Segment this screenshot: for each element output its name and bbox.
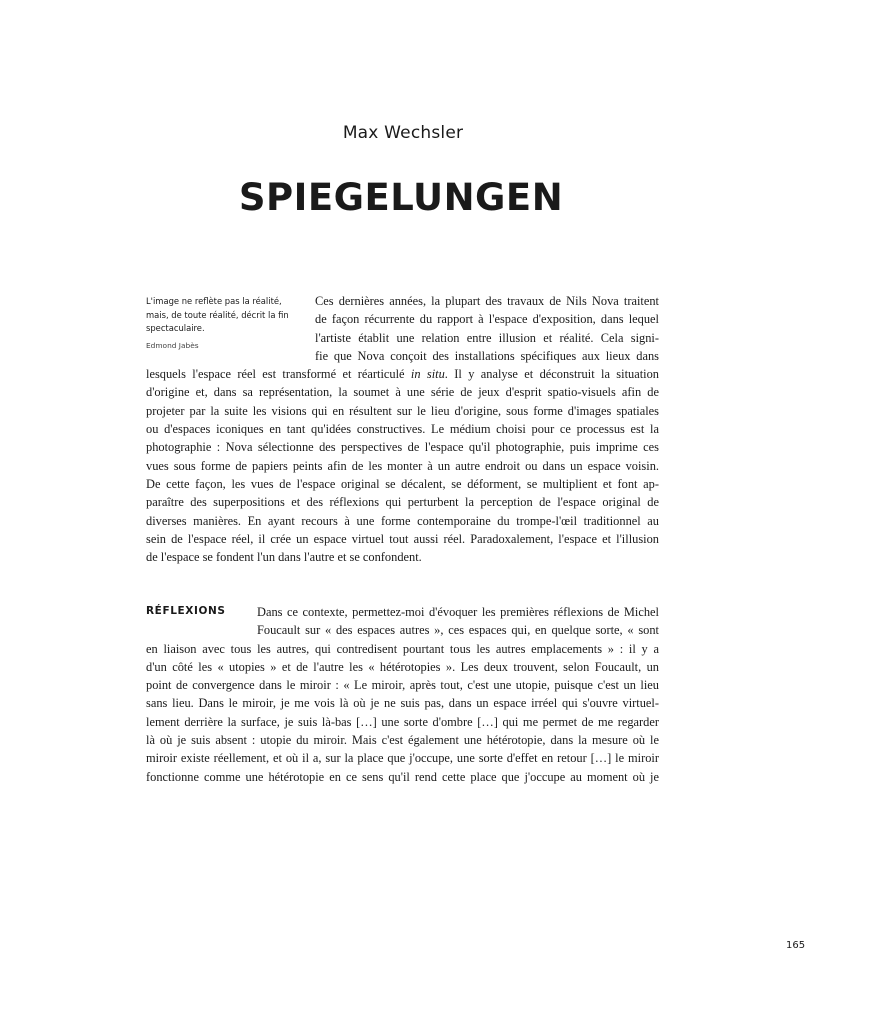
text-line: photographie : Nova sélectionne des perspectives de l'espace qu'il photographie, puis imprime ces — [146, 440, 659, 455]
text-line: De cette façon, les vues de l'espace original se décalent, se déforment, se multiplient et font ap- — [146, 476, 659, 491]
text-line: de l'espace se fondent l'un dans l'autre et se confondent. — [146, 550, 422, 565]
text-line: Dans ce contexte, permettez-moi d'évoquer les premières réflexions de Michel — [257, 605, 659, 619]
text-line: là où je suis absent : utopie du miroir. Mais c'est également une hétérotopie, dans la mesure où le — [146, 733, 659, 748]
text-line: Ces dernières années, la plupart des travaux de Nils Nova traitent — [315, 294, 659, 308]
text-line: fie que Nova conçoit des installations spécifiques aux lieux dans — [315, 348, 659, 363]
text-line: sein de l'espace réel, il crée un espace virtuel tout aussi réel. Paradoxalement, l'espace et l'illusion — [146, 531, 659, 546]
epigraph-line: mais, de toute réalité, décrit la fin — [146, 309, 289, 320]
text-line: de façon récurrente du rapport à l'espace d'exposition, dans lequel — [315, 312, 659, 327]
text-line: projeter par la suite les visions qui en résultent sur le lieu d'origine, sous forme d'images spatiales — [146, 403, 659, 418]
text-line: point de convergence dans le miroir : « Le miroir, après tout, c'est une utopie, puisque c'est un lieu — [146, 678, 659, 693]
text-line: Foucault sur « des espaces autres », ces espaces qui, en quelque sorte, « sont — [257, 623, 659, 638]
author-name: Max Wechsler — [342, 123, 464, 143]
text-line: fonctionne comme une hétérotopie en ce sens qu'il rend cette place que j'occupe au moment où je — [146, 769, 659, 784]
article-title: SPIEGELUNGEN — [238, 176, 564, 219]
text-line: lement derrière la surface, je suis là-bas […] une sorte d'ombre […] qui me permet de me regarder — [146, 714, 659, 729]
epigraph-line: L'image ne reflète pas la réalité, — [146, 296, 282, 306]
text-line: l'artiste établit une relation entre illusion et réalité. Cela signi- — [315, 330, 659, 345]
text-line: en liaison avec tous les autres, qui contredisent pourtant tous les autres emplacements » : il y a — [146, 641, 659, 656]
text-line: d'un côté les « utopies » et de l'autre les « hétérotopies ». Les deux trouvent, selon Foucault, un — [146, 659, 659, 674]
paragraph-intro — [146, 292, 659, 566]
text-line: diverses manières. En ayant recours à une forme contemporaine du trompe-l'œil traditionnel au — [146, 513, 659, 528]
text-line: d'origine et, dans sa représentation, la soumet à une série de jeux d'esprit spatio-visuels afin de — [146, 385, 659, 400]
text-line: sans lieu. Dans le miroir, je me vois là où je ne suis pas, dans un espace irréel qui s'ouvre virtuel- — [146, 696, 659, 711]
text-line: vues sous forme de papiers peints afin de les monter à un autre endroit ou dans un espace voisin. — [146, 458, 659, 473]
epigraph-author: Edmond Jabès — [146, 340, 199, 350]
paragraph-reflexions — [146, 603, 659, 786]
text-segment: . Il y analyse et déconstruit la situation — [444, 367, 659, 382]
italic-term: in situ — [410, 367, 445, 382]
section-heading: RÉFLEXIONS — [146, 605, 226, 617]
text-line — [146, 365, 659, 383]
page-number: 165 — [786, 940, 806, 951]
text-line: ou d'espaces iconiques en tant qu'idées constructives. Le médium choisi pour ce processus est la — [146, 422, 659, 437]
text-line: miroir existe réellement, et où il a, sur la place que j'occupe, une sorte d'effet en retour […] le miroir — [146, 751, 659, 766]
epigraph-line: spectaculaire. — [146, 323, 205, 333]
text-line: paraître des superpositions et des réflexions qui perturbent la perception de l'espace original de — [146, 495, 659, 510]
text-segment: lesquels l'espace réel est transformé et réarticulé — [146, 367, 411, 382]
